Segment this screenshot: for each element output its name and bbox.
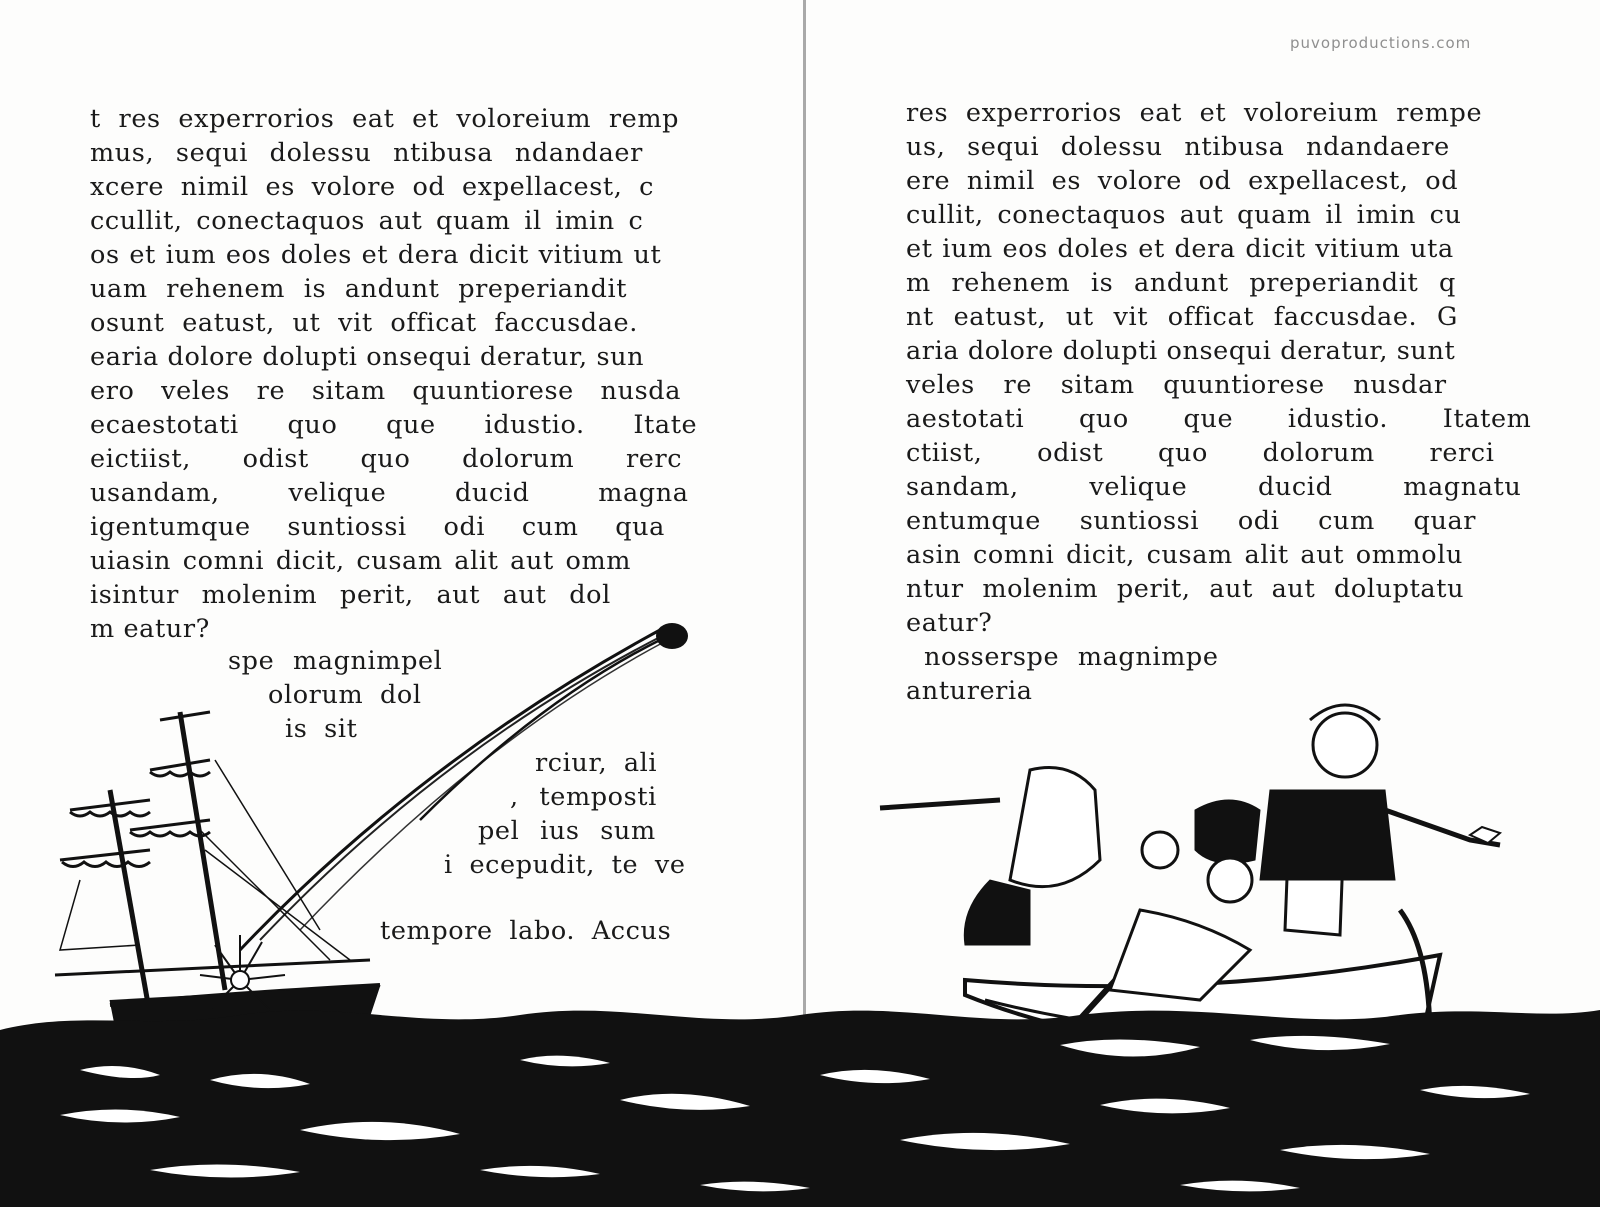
left-line-11: eictiist, odist quo dolorum rerc: [90, 444, 683, 474]
right-line-5: et ium eos doles et dera dicit vitium uta: [906, 234, 1454, 264]
left-fragment-8: tempore labo. Accus: [380, 916, 672, 946]
right-line-12: sandam, velique ducid magnatu: [906, 472, 1522, 502]
left-line-5: os et ium eos doles et dera dicit vitium ut: [90, 240, 662, 270]
left-line-16: m eatur?: [90, 614, 210, 644]
right-fragment-1: nosserspe magnimpe: [924, 642, 1219, 672]
left-fragment-1: spe magnimpel: [228, 646, 443, 676]
left-fragment-2: olorum dol: [268, 680, 422, 710]
left-line-13: igentumque suntiossi odi cum qua: [90, 512, 665, 542]
left-line-7: osunt eatust, ut vit officat faccusdae.: [90, 308, 638, 338]
right-line-16: eatur?: [906, 608, 993, 638]
left-line-4: ccullit, conectaquos aut quam il imin c: [90, 206, 644, 236]
left-fragment-3: is sit: [285, 714, 358, 744]
left-fragment-7: i ecepudit, te ve: [444, 850, 686, 880]
right-line-10: aestotati quo que idustio. Itatem: [906, 404, 1532, 434]
left-line-8: earia dolore dolupti onsequi deratur, sun: [90, 342, 645, 372]
right-page: [806, 0, 1600, 1207]
right-fragment-2: antureria: [906, 676, 1033, 706]
left-line-15: isintur molenim perit, aut aut dol: [90, 580, 611, 610]
right-line-15: ntur molenim perit, aut aut doluptatu: [906, 574, 1465, 604]
left-fragment-6: pel ius sum: [478, 816, 656, 846]
right-line-9: veles re sitam quuntiorese nusdar: [906, 370, 1447, 400]
site-watermark: puvoproductions.com: [1290, 34, 1472, 52]
left-line-9: ero veles re sitam quuntiorese nusda: [90, 376, 682, 406]
right-line-14: asin comni dicit, cusam alit aut ommolu: [906, 540, 1464, 570]
left-fragment-5: , temposti: [510, 782, 657, 812]
right-line-2: us, sequi dolessu ntibusa ndandaere: [906, 132, 1450, 162]
right-line-4: cullit, conectaquos aut quam il imin cu: [906, 200, 1462, 230]
left-line-2: mus, sequi dolessu ntibusa ndandaer: [90, 138, 643, 168]
left-fragment-4: rciur, ali: [535, 748, 658, 778]
right-line-8: aria dolore dolupti onsequi deratur, sunt: [906, 336, 1456, 366]
right-line-11: ctiist, odist quo dolorum rerci: [906, 438, 1495, 468]
left-line-1: t res experrorios eat et voloreium remp: [90, 104, 680, 134]
right-line-6: m rehenem is andunt preperiandit q: [906, 268, 1456, 298]
left-line-3: xcere nimil es volore od expellacest, c: [90, 172, 655, 202]
right-line-3: ere nimil es volore od expellacest, od: [906, 166, 1459, 196]
left-line-12: usandam, velique ducid magna: [90, 478, 689, 508]
right-line-1: res experrorios eat et voloreium rempe: [906, 98, 1483, 128]
left-line-10: ecaestotati quo que idustio. Itate: [90, 410, 698, 440]
left-line-14: uiasin comni dicit, cusam alit aut omm: [90, 546, 632, 576]
left-line-6: uam rehenem is andunt preperiandit: [90, 274, 628, 304]
right-line-13: entumque suntiossi odi cum quar: [906, 506, 1477, 536]
right-line-7: nt eatust, ut vit officat faccusdae. G: [906, 302, 1458, 332]
